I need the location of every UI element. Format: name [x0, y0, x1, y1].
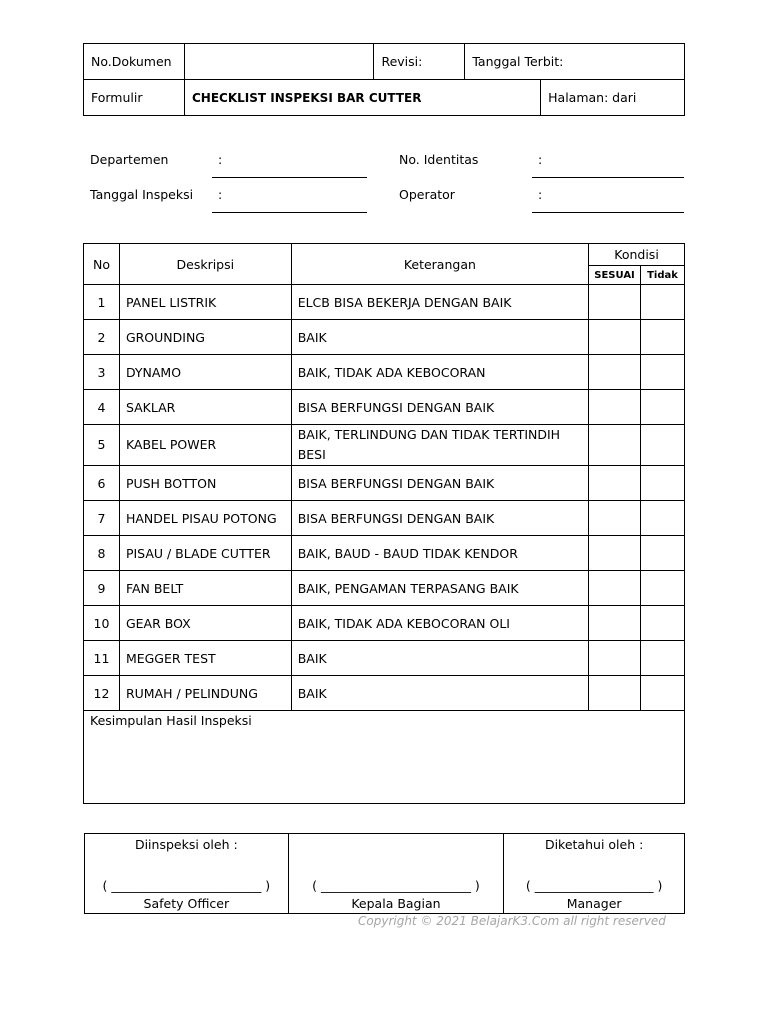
header-deskripsi: Deskripsi [119, 244, 291, 285]
safety-officer-label: Safety Officer [143, 896, 230, 911]
row-no: 10 [84, 606, 120, 641]
row-keterangan: BAIK, BAUD - BAUD TIDAK KENDOR [291, 536, 588, 571]
row-keterangan: BAIK [291, 676, 588, 711]
signature-cell-supervisor[interactable] [288, 834, 504, 914]
dari-label: dari [612, 90, 637, 105]
row-deskripsi: KABEL POWER [119, 425, 291, 466]
table-header-row [84, 244, 685, 266]
row-keterangan: BAIK [291, 641, 588, 676]
row-tidak-cell[interactable] [641, 355, 685, 390]
row-deskripsi: MEGGER TEST [119, 641, 291, 676]
table-row [84, 641, 685, 676]
signature-cell-manager[interactable] [504, 834, 685, 914]
row-tidak-cell[interactable] [641, 285, 685, 320]
no-identitas-label: No. Identitas [399, 152, 479, 167]
table-row [84, 355, 685, 390]
signature-table [84, 833, 685, 914]
operator-label: Operator [399, 187, 455, 202]
row-sesuai-cell[interactable] [589, 285, 641, 320]
row-keterangan: BAIK, TERLINDUNG DAN TIDAK TERTINDIH BESI [291, 425, 588, 466]
checklist-table [83, 243, 685, 804]
halaman-label: Halaman: [548, 90, 609, 105]
signature-line: ( ________________________ ) [102, 878, 271, 893]
manager-label: Manager [566, 896, 622, 911]
formulir-label: Formulir [84, 80, 185, 116]
row-sesuai-cell[interactable] [589, 355, 641, 390]
row-deskripsi: RUMAH / PELINDUNG [119, 676, 291, 711]
row-sesuai-cell[interactable] [589, 641, 641, 676]
table-row [84, 425, 685, 466]
row-sesuai-cell[interactable] [589, 320, 641, 355]
document-header-table [83, 43, 685, 116]
tanggal-inspeksi-colon: : [218, 187, 223, 202]
kepala-bagian-label: Kepala Bagian [351, 896, 441, 911]
no-identitas-colon: : [538, 152, 543, 167]
row-sesuai-cell[interactable] [589, 676, 641, 711]
signature-cell-inspector[interactable] [85, 834, 289, 914]
row-sesuai-cell[interactable] [589, 425, 641, 466]
row-keterangan: BAIK [291, 320, 588, 355]
row-deskripsi: SAKLAR [119, 390, 291, 425]
row-keterangan: BISA BERFUNGSI DENGAN BAIK [291, 390, 588, 425]
row-tidak-cell[interactable] [641, 425, 685, 466]
row-sesuai-cell[interactable] [589, 466, 641, 501]
row-deskripsi: GEAR BOX [119, 606, 291, 641]
no-dokumen-label: No.Dokumen [84, 44, 185, 80]
row-tidak-cell[interactable] [641, 390, 685, 425]
row-no: 4 [84, 390, 120, 425]
row-keterangan: BISA BERFUNGSI DENGAN BAIK [291, 466, 588, 501]
departemen-label: Departemen [90, 152, 169, 167]
table-row [84, 536, 685, 571]
form-title: CHECKLIST INSPEKSI BAR CUTTER [184, 80, 540, 116]
table-row [84, 320, 685, 355]
signature-row [85, 834, 685, 914]
tanggal-terbit-label: Tanggal Terbit: [465, 44, 685, 80]
conclusion-row [84, 711, 685, 804]
no-identitas-field[interactable] [532, 177, 684, 178]
operator-colon: : [538, 187, 543, 202]
signature-line: ( ___________________ ) [525, 878, 663, 893]
row-no: 5 [84, 425, 120, 466]
diketahui-label: Diketahui oleh : [544, 837, 644, 852]
row-deskripsi: PUSH BOTTON [119, 466, 291, 501]
row-no: 8 [84, 536, 120, 571]
row-no: 12 [84, 676, 120, 711]
header-row-2 [84, 80, 685, 116]
revisi-label: Revisi: [374, 44, 465, 80]
row-keterangan: ELCB BISA BEKERJA DENGAN BAIK [291, 285, 588, 320]
row-tidak-cell[interactable] [641, 606, 685, 641]
copyright-notice: Copyright © 2021 BelajarK3.Com all right reserved [358, 914, 666, 928]
row-sesuai-cell[interactable] [589, 390, 641, 425]
row-keterangan: BAIK, TIDAK ADA KEBOCORAN [291, 355, 588, 390]
table-row [84, 571, 685, 606]
diinspeksi-label: Diinspeksi oleh : [134, 837, 238, 852]
row-tidak-cell[interactable] [641, 320, 685, 355]
row-no: 11 [84, 641, 120, 676]
row-tidak-cell[interactable] [641, 536, 685, 571]
no-dokumen-value[interactable] [184, 44, 374, 80]
table-row [84, 466, 685, 501]
row-keterangan: BAIK, PENGAMAN TERPASANG BAIK [291, 571, 588, 606]
row-deskripsi: FAN BELT [119, 571, 291, 606]
row-no: 9 [84, 571, 120, 606]
row-no: 7 [84, 501, 120, 536]
row-deskripsi: DYNAMO [119, 355, 291, 390]
tanggal-inspeksi-field[interactable] [212, 212, 367, 213]
table-row [84, 676, 685, 711]
header-kondisi: Kondisi [589, 244, 685, 266]
row-deskripsi: GROUNDING [119, 320, 291, 355]
departemen-colon: : [218, 152, 223, 167]
table-row [84, 501, 685, 536]
tanggal-inspeksi-label: Tanggal Inspeksi [90, 187, 194, 202]
kesimpulan-hasil-inspeksi[interactable]: Kesimpulan Hasil Inspeksi [84, 711, 685, 804]
row-no: 6 [84, 466, 120, 501]
header-tidak: Tidak [641, 266, 685, 285]
row-sesuai-cell[interactable] [589, 536, 641, 571]
row-sesuai-cell[interactable] [589, 606, 641, 641]
row-tidak-cell[interactable] [641, 466, 685, 501]
signature-line: ( ________________________ ) [312, 878, 480, 893]
row-tidak-cell[interactable] [641, 641, 685, 676]
header-keterangan: Keterangan [291, 244, 588, 285]
row-keterangan: BAIK, TIDAK ADA KEBOCORAN OLI [291, 606, 588, 641]
row-sesuai-cell[interactable] [589, 571, 641, 606]
row-no: 3 [84, 355, 120, 390]
row-deskripsi: PANEL LISTRIK [119, 285, 291, 320]
row-keterangan: BISA BERFUNGSI DENGAN BAIK [291, 501, 588, 536]
row-no: 1 [84, 285, 120, 320]
row-tidak-cell[interactable] [641, 501, 685, 536]
header-no: No [84, 244, 120, 285]
table-row [84, 606, 685, 641]
row-tidak-cell[interactable] [641, 571, 685, 606]
departemen-field[interactable] [212, 177, 367, 178]
halaman-cell [541, 80, 685, 116]
row-tidak-cell[interactable] [641, 676, 685, 711]
row-no: 2 [84, 320, 120, 355]
header-sesuai: SESUAI [589, 266, 641, 285]
row-sesuai-cell[interactable] [589, 501, 641, 536]
table-row [84, 285, 685, 320]
row-deskripsi: PISAU / BLADE CUTTER [119, 536, 291, 571]
header-row-1 [84, 44, 685, 80]
table-row [84, 390, 685, 425]
operator-field[interactable] [532, 212, 684, 213]
row-deskripsi: HANDEL PISAU POTONG [119, 501, 291, 536]
